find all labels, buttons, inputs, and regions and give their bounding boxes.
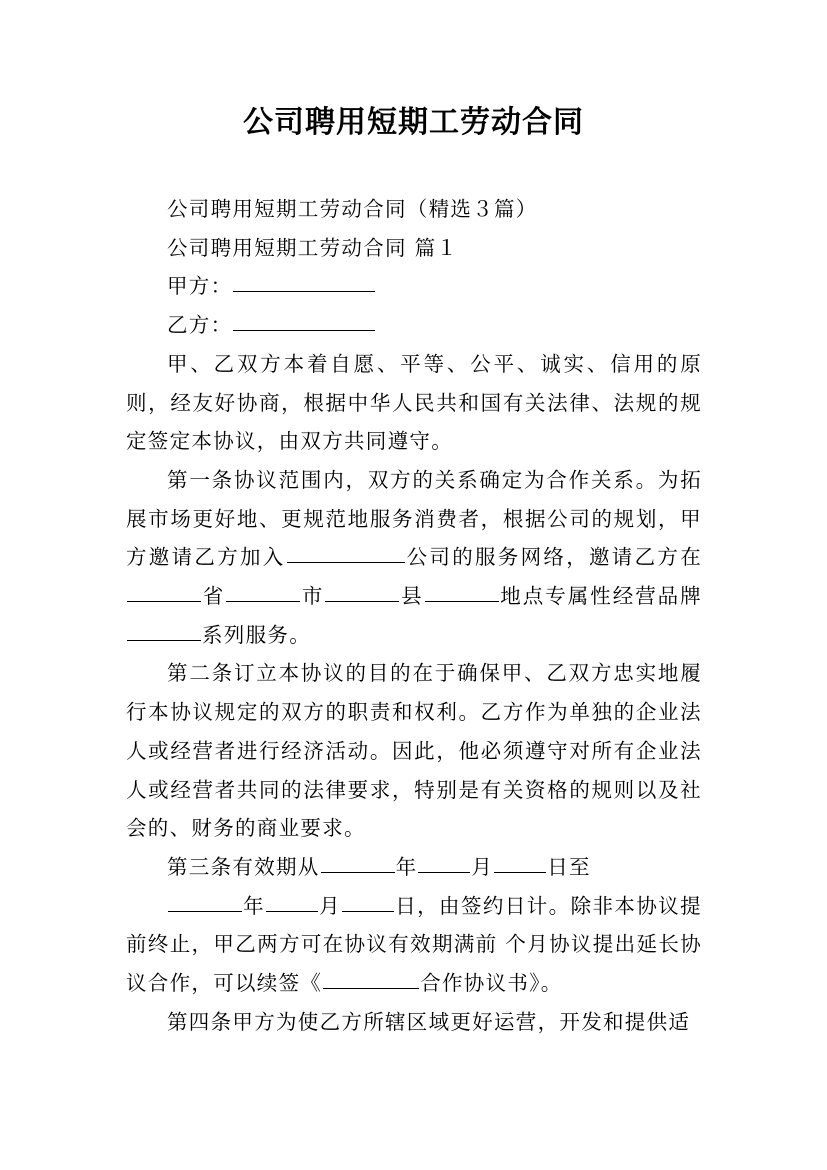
article-1-county-label: 县 (400, 584, 424, 609)
article-3-text-1: 第三条有效期从 (167, 854, 320, 879)
subtitle-line (126, 190, 702, 229)
party-b-label: 乙方： (167, 313, 233, 338)
subtitle-text: 公司聘用短期工劳动合同（精选３篇） (167, 197, 538, 221)
article-1-text-2: 公司的服务网络，邀请乙方在 (405, 545, 702, 570)
article-3-blank-month-from (418, 871, 470, 873)
article-1-blank-city (226, 600, 300, 602)
article-2-paragraph: 第二条订立本协议的目的在于确保甲、乙双方忠实地履行本协议规定的双方的职责和权利。乙方作为单独的企业法人或经营者进行经济活动。因此，他必须遵守对所有企业法人或经营者共同的法律要求，特别是有关资格的规则以及社会的、财务的商业要求。 (126, 661, 702, 841)
article-3-month-label: 月 (471, 854, 494, 879)
preamble-paragraph: 甲、乙双方本着自愿、平等、公平、诚实、信用的原则，经友好协商，根据中华人民共和国有关法律、法规的规定签定本协议，由双方共同遵守。 (126, 351, 702, 454)
article-3-year-label: 年 (395, 854, 418, 879)
document-body (126, 190, 702, 1041)
document-title: 公司聘用短期工劳动合同 (243, 105, 584, 140)
article-1-paragraph (126, 461, 702, 655)
section-heading-text: 公司聘用短期工劳动合同 篇１ (167, 235, 459, 260)
article-3-text-2: 日，由签约日计。除非本协议提前终止，甲乙两方可在协议有效期满前 个月协议提出延长协议合作，可以续签《 (126, 893, 702, 996)
article-3-blank-month-to (266, 910, 318, 912)
article-1-text-1: 第一条协议范围内，双方的关系确定为合作关系。为拓展市场更好地、更规范地服务消费者，根据公司的规划，甲方邀请乙方加入 (126, 467, 702, 570)
article-3-blank-year-to (168, 910, 242, 912)
article-3-text-3: 合作协议书》。 (420, 971, 563, 996)
article-3-month-to-label: 月 (319, 893, 342, 918)
article-1-city-label: 市 (301, 584, 325, 609)
article-1-blank-province (127, 600, 201, 602)
article-3-day-to-label: 日至 (547, 854, 591, 879)
article-3-year-to-label: 年 (243, 893, 266, 918)
party-a-blank (233, 290, 375, 292)
article-3-blank-year-from (321, 871, 395, 873)
article-4-paragraph: 第四条甲方为使乙方所辖区域更好运营，开发和提供适 (167, 1009, 691, 1034)
article-1-text-3: 地点专属性经营品牌 (499, 584, 702, 609)
article-3-blank-day-to (342, 910, 394, 912)
party-a-line (126, 267, 702, 306)
article-1-blank-county (325, 600, 399, 602)
party-a-label: 甲方： (167, 274, 233, 299)
party-b-blank (233, 329, 375, 331)
article-1-province-label: 省 (202, 584, 226, 609)
article-3-blank-agreement (323, 987, 419, 989)
article-1-blank-brand (127, 639, 201, 641)
section-heading (126, 229, 702, 268)
article-1-blank-location (425, 600, 499, 602)
article-1-blank-company (287, 561, 405, 563)
article-3-blank-day-from (494, 871, 546, 873)
article-3-paragraph (126, 848, 702, 887)
article-1-text-4: 系列服务。 (202, 622, 311, 647)
article-3-continued-paragraph (126, 887, 702, 1003)
party-b-line (126, 306, 702, 345)
